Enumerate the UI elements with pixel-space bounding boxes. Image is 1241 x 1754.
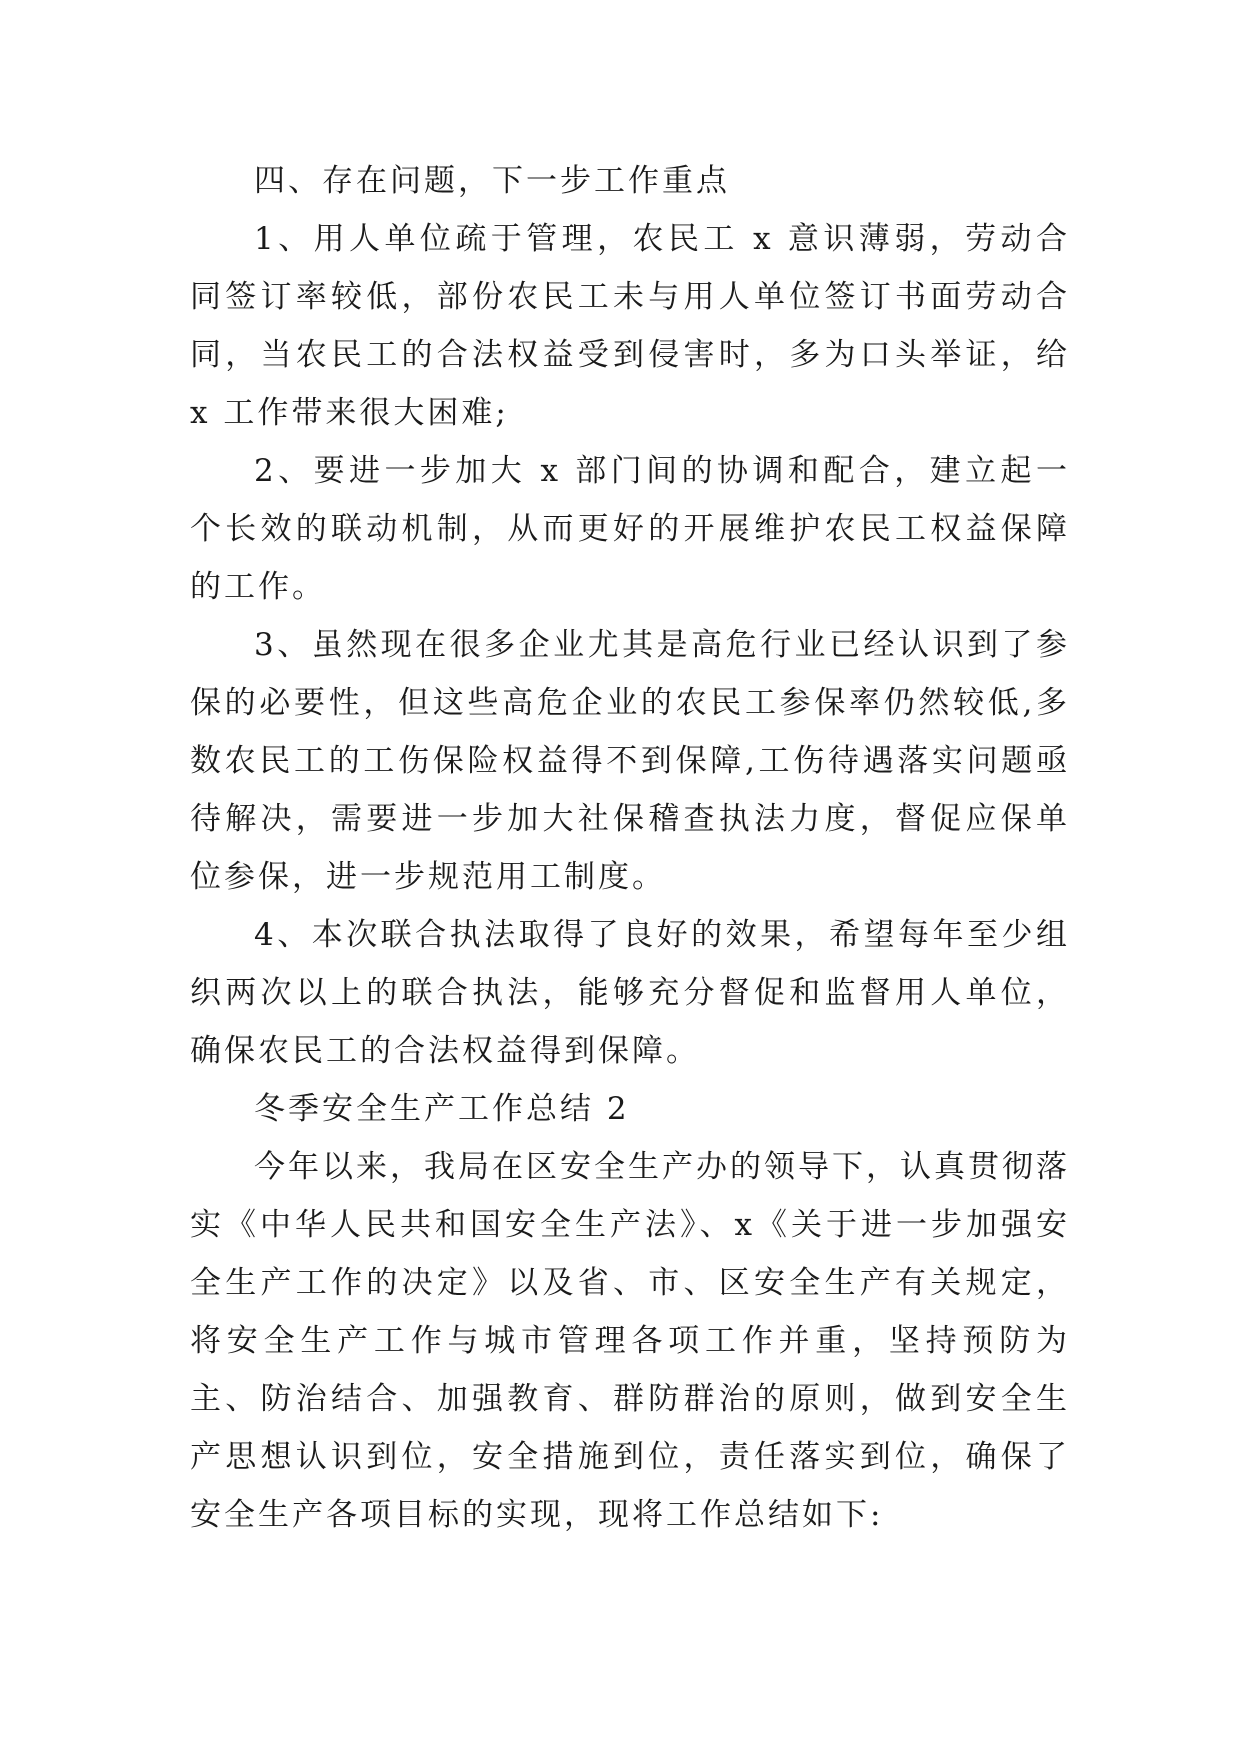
- second-paragraph: 今年以来，我局在区安全生产办的领导下，认真贯彻落实《中华人民共和国安全生产法》、x《关于进一步加强安全生产工作的决定》以及省、市、区安全生产有关规定，将安全生产工作与城市管理各项工作并重，坚持预防为主、防治结合、加强教育、群防群治的原则，做到安全生产思想认识到位，安全措施到位，责任落实到位，确保了安全生产各项目标的实现，现将工作总结如下:: [190, 1149, 1070, 1533]
- paragraph-3: 3、虽然现在很多企业尤其是高危行业已经认识到了参保的必要性，但这些高危企业的农民工参保率仍然较低,多数农民工的工伤保险权益得不到保障,工伤待遇落实问题亟待解决，需要进一步加大社保稽查执法力度，督促应保单位参保，进一步规范用工制度。: [190, 627, 1070, 895]
- section-heading: 四、存在问题，下一步工作重点: [254, 163, 730, 199]
- document-body: [190, 152, 1070, 1544]
- paragraph-1: 1、用人单位疏于管理，农民工 x 意识薄弱，劳动合同签订率较低，部份农民工未与用人单位签订书面劳动合同，当农民工的合法权益受到侵害时，多为口头举证，给 x 工作带来很大困难;: [190, 221, 1070, 431]
- second-title: 冬季安全生产工作总结 2: [254, 1091, 630, 1127]
- paragraph-2: 2、要进一步加大 x 部门间的协调和配合，建立起一个长效的联动机制，从而更好的开展维护农民工权益保障的工作。: [190, 453, 1070, 605]
- paragraph-4: 4、本次联合执法取得了良好的效果，希望每年至少组织两次以上的联合执法，能够充分督促和监督用人单位，确保农民工的合法权益得到保障。: [190, 917, 1070, 1069]
